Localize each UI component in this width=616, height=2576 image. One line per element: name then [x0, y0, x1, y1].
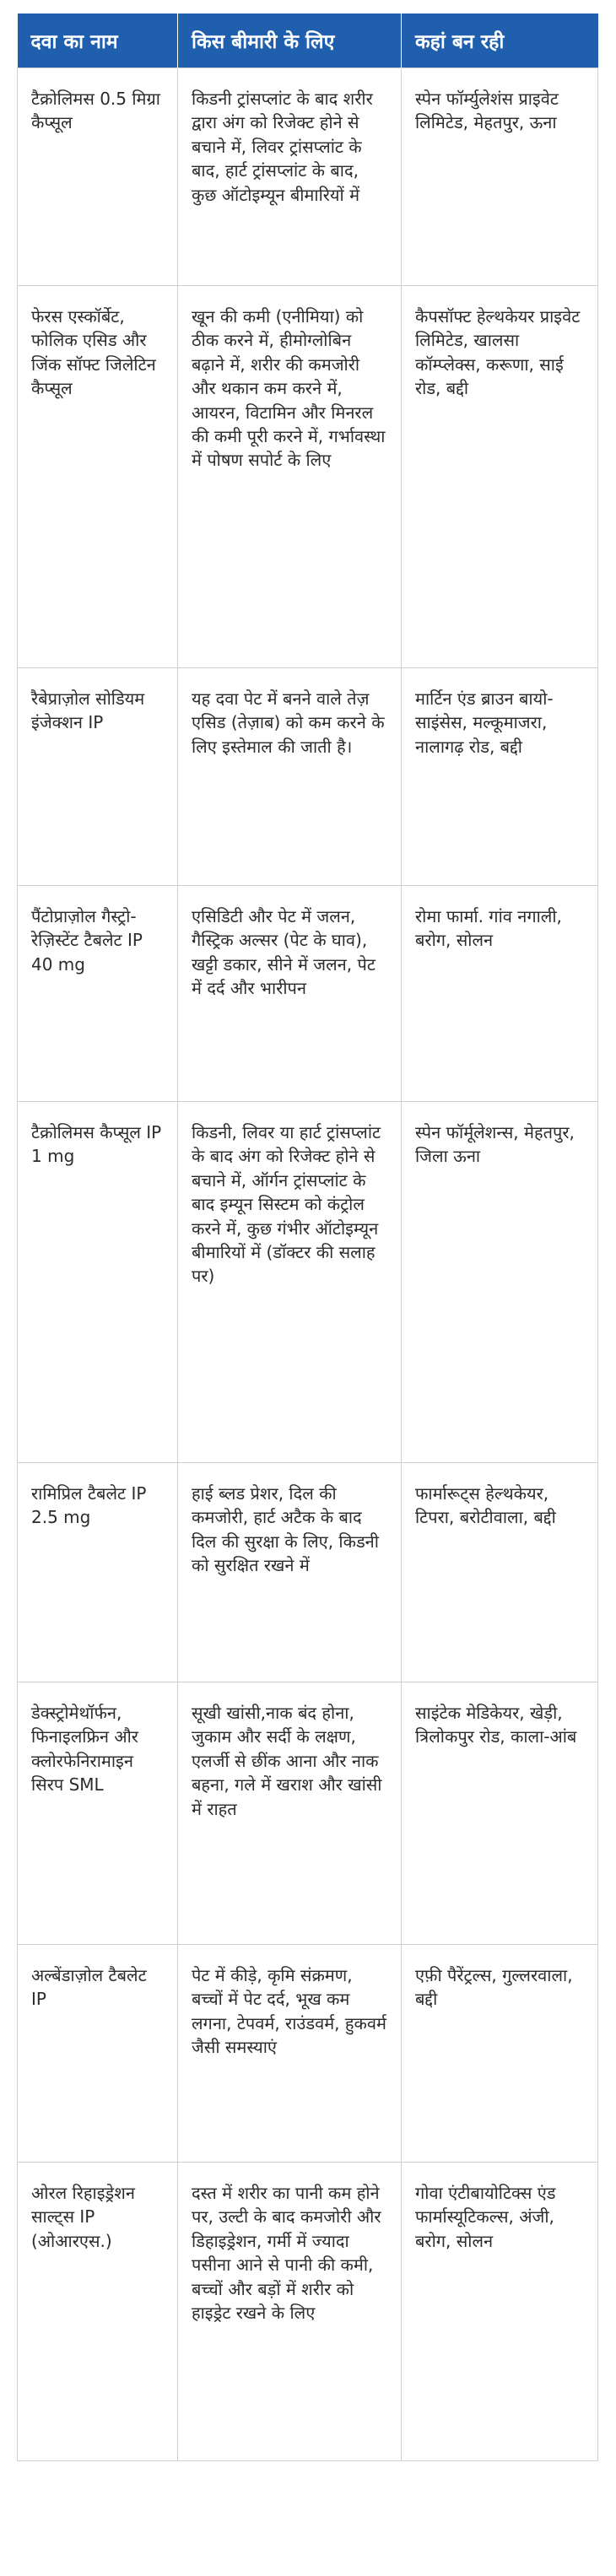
medicine-use-cell: पेट में कीड़े, कृमि संक्रमण, बच्चों में पेट दर्द, भूख कम लगना, टेपवर्म, राउंडवर्म, हुकवर्म जैसी समस्याएं	[178, 1945, 402, 2163]
medicine-maker-cell: गोवा एंटीबायोटिक्स एंड फार्मास्यूटिकल्स, अंजी, बरोग, सोलन	[402, 2163, 598, 2461]
medicine-maker-cell: फार्मारूट्स हेल्थकेयर, टिपरा, बरोटीवाला, बद्दी	[402, 1463, 598, 1682]
medicine-maker-cell: एफ़ी पैरेंट्रल्स, गुल्लरवाला, बद्दी	[402, 1945, 598, 2163]
medicine-maker-cell: कैपसॉफ्ट हेल्थकेयर प्राइवेट लिमिटेड, खालसा कॉम्प्लेक्स, करूणा, साई रोड, बद्दी	[402, 286, 598, 668]
medicine-name-cell: ओरल रिहाइड्रेशन साल्ट्स IP (ओआरएस.)	[18, 2163, 178, 2461]
medicine-use-cell: किडनी ट्रांसप्लांट के बाद शरीर द्वारा अंग को रिजेक्ट होने से बचाने में, लिवर ट्रांसप्लांट के बाद, हार्ट ट्रांसप्लांट के बाद, कुछ ऑटोइम्यून बीमारियों में	[178, 68, 402, 286]
header-disease-use: किस बीमारी के लिए	[178, 14, 402, 68]
medicine-name-cell: टैक्रोलिमस कैप्सूल IP 1 mg	[18, 1102, 178, 1463]
medicine-name-cell: रामिप्रिल टैबलेट IP 2.5 mg	[18, 1463, 178, 1682]
medicine-use-cell: एसिडिटी और पेट में जलन, गैस्ट्रिक अल्सर (पेट के घाव), खट्टी डकार, सीने में जलन, पेट में दर्द और भारीपन	[178, 886, 402, 1102]
header-row	[18, 14, 598, 68]
medicine-name-cell: अल्बेंडाज़ोल टैबलेट IP	[18, 1945, 178, 2163]
medicine-name-cell: टैक्रोलिमस 0.5 मिग्रा कैप्सूल	[18, 68, 178, 286]
table-body	[18, 68, 598, 2461]
medicine-maker-cell: साइंटेक मेडिकेयर, खेड़ी, त्रिलोकपुर रोड, काला-आंब	[402, 1682, 598, 1945]
table-row	[18, 1102, 598, 1463]
medicine-name-cell: पैंटोप्राज़ोल गैस्ट्रो-रेज़िस्टेंट टैबलेट IP 40 mg	[18, 886, 178, 1102]
medicine-use-cell: सूखी खांसी,नाक बंद होना, जुकाम और सर्दी के लक्षण, एलर्जी से छींक आना और नाक बहना, गले में खराश और खांसी में राहत	[178, 1682, 402, 1945]
medicine-use-cell: दस्त में शरीर का पानी कम होने पर, उल्टी के बाद कमजोरी और डिहाइड्रेशन, गर्मी में ज्यादा पसीना आने से पानी की कमी, बच्चों और बड़ों में शरीर को हाइड्रेट रखने के लिए	[178, 2163, 402, 2461]
header-manufacturer: कहां बन रही	[402, 14, 598, 68]
medicine-maker-cell: स्पेन फॉर्म्युलेशंस प्राइवेट लिमिटेड, मेहतपुर, ऊना	[402, 68, 598, 286]
table-row	[18, 1682, 598, 1945]
header-medicine-name: दवा का नाम	[18, 14, 178, 68]
medicine-use-cell: खून की कमी (एनीमिया) को ठीक करने में, हीमोग्लोबिन बढ़ाने में, शरीर की कमजोरी और थकान कम करने में, आयरन, विटामिन और मिनरल की कमी पूरी करने में, गर्भावस्था में पोषण सपोर्ट के लिए	[178, 286, 402, 668]
medicine-name-cell: रैबेप्राज़ोल सोडियम इंजेक्शन IP	[18, 668, 178, 886]
medicine-maker-cell: रोमा फार्मा. गांव नगाली, बरोग, सोलन	[402, 886, 598, 1102]
table-header	[18, 14, 598, 68]
table-row	[18, 668, 598, 886]
medicine-name-cell: डेक्स्ट्रोमेथॉर्फन, फिनाइलफ्रिन और क्लोरफेनिरामाइन सिरप SML	[18, 1682, 178, 1945]
medicine-use-cell: किडनी, लिवर या हार्ट ट्रांसप्लांट के बाद अंग को रिजेक्ट होने से बचाने में, ऑर्गन ट्रांसप्लांट के बाद इम्यून सिस्टम को कंट्रोल करने में, कुछ गंभीर ऑटोइम्यून बीमारियों में (डॉक्टर की सलाह पर)	[178, 1102, 402, 1463]
table-row	[18, 286, 598, 668]
medicine-use-cell: यह दवा पेट में बनने वाले तेज़ एसिड (तेज़ाब) को कम करने के लिए इस्तेमाल की जाती है।	[178, 668, 402, 886]
table-row	[18, 68, 598, 286]
medicine-name-cell: फेरस एस्कॉर्बेट, फोलिक एसिड और जिंक सॉफ्ट जिलेटिन कैप्सूल	[18, 286, 178, 668]
medicine-use-cell: हाई ब्लड प्रेशर, दिल की कमजोरी, हार्ट अटैक के बाद दिल की सुरक्षा के लिए, किडनी को सुरक्षित रखने में	[178, 1463, 402, 1682]
table-row	[18, 2163, 598, 2461]
table-row	[18, 1945, 598, 2163]
medicine-maker-cell: मार्टिन एंड ब्राउन बायो-साइंसेस, मल्कूमाजरा, नालागढ़ रोड, बद्दी	[402, 668, 598, 886]
table-row	[18, 886, 598, 1102]
medicine-table	[17, 14, 598, 2461]
medicine-maker-cell: स्पेन फॉर्मूलेशन्स, मेहतपुर, जिला ऊना	[402, 1102, 598, 1463]
table-row	[18, 1463, 598, 1682]
